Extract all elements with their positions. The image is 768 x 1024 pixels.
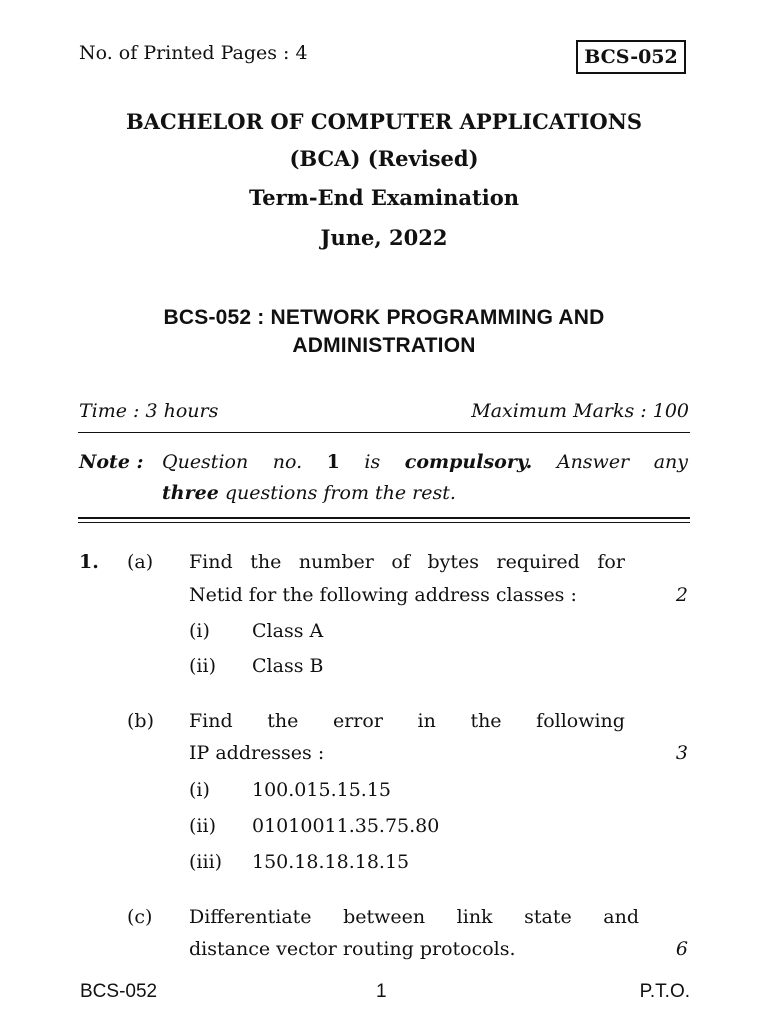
word: for — [597, 551, 625, 573]
programme-title: (BCA) (Revised) — [289, 146, 479, 171]
word: Find — [189, 710, 233, 732]
part-b-item-text: 150.18.18.18.15 — [252, 851, 410, 873]
maximum-marks: Maximum Marks : 100 — [471, 400, 689, 422]
part-a-line-2: Netid for the following address classes : — [189, 584, 577, 606]
divider — [78, 432, 690, 433]
note-word: Question — [162, 451, 249, 473]
exam-session: June, 2022 — [320, 225, 448, 250]
part-c-line-1 — [189, 906, 639, 928]
note-word: any — [653, 451, 688, 473]
word: link — [456, 906, 493, 928]
part-b-item-label: (i) — [189, 779, 210, 801]
part-b-item-label: (ii) — [189, 815, 216, 837]
time-allowed: Time : 3 hours — [79, 400, 219, 422]
subject-title-line-1: BCS-052 : NETWORK PROGRAMMING AND — [163, 306, 605, 329]
part-c-line-2: distance vector routing protocols. — [189, 938, 516, 960]
part-a-label: (a) — [127, 551, 154, 573]
word: the — [267, 710, 299, 732]
word: and — [603, 906, 639, 928]
double-divider-top — [78, 517, 690, 519]
part-b-marks: 3 — [675, 742, 688, 764]
subject-title-line-2: ADMINISTRATION — [292, 334, 476, 357]
part-a-item-text: Class B — [252, 655, 324, 677]
exam-type: Term-End Examination — [248, 185, 519, 210]
word: following — [536, 710, 625, 732]
part-a-line-1 — [189, 551, 625, 573]
word: required — [496, 551, 580, 573]
part-b-item-text: 100.015.15.15 — [252, 779, 392, 801]
note-word: Answer — [556, 451, 630, 473]
course-code-box — [576, 40, 686, 74]
part-a-item-label: (ii) — [189, 655, 216, 677]
degree-title: BACHELOR OF COMPUTER APPLICATIONS — [125, 109, 643, 134]
note-word: is — [364, 451, 381, 473]
note-word: compulsory. — [404, 451, 533, 473]
double-divider-bottom — [78, 522, 690, 523]
part-b-line-2: IP addresses : — [189, 742, 325, 764]
part-a-item-label: (i) — [189, 620, 210, 642]
note-text-line-2 — [162, 482, 456, 504]
note-three: three — [162, 482, 219, 504]
word: number — [298, 551, 374, 573]
word: of — [391, 551, 410, 573]
note-label: Note : — [79, 451, 144, 473]
part-c-marks: 6 — [675, 938, 688, 960]
word: bytes — [427, 551, 479, 573]
part-a-item-text: Class A — [252, 620, 324, 642]
note-text-line-1 — [162, 451, 688, 473]
footer-pto: P.T.O. — [639, 981, 690, 1002]
word: the — [470, 710, 502, 732]
word: Differentiate — [189, 906, 312, 928]
footer-course-code: BCS-052 — [80, 981, 158, 1002]
word: between — [343, 906, 426, 928]
word: Find — [189, 551, 233, 573]
part-b-label: (b) — [127, 710, 154, 732]
part-b-item-text: 01010011.35.75.80 — [252, 815, 440, 837]
printed-pages-count: No. of Printed Pages : 4 — [79, 42, 308, 64]
question-number: 1. — [79, 551, 99, 573]
word: in — [417, 710, 436, 732]
part-b-line-1 — [189, 710, 625, 732]
word: state — [524, 906, 572, 928]
part-b-item-label: (iii) — [189, 851, 223, 873]
note-rest: questions from the rest. — [218, 482, 456, 504]
word: the — [250, 551, 282, 573]
word: error — [332, 710, 383, 732]
note-word: no. — [272, 451, 303, 473]
part-a-marks: 2 — [675, 584, 688, 606]
part-c-label: (c) — [127, 906, 153, 928]
course-code: BCS-052 — [584, 46, 678, 68]
note-word: 1 — [326, 451, 340, 473]
footer-page-number: 1 — [376, 981, 387, 1002]
